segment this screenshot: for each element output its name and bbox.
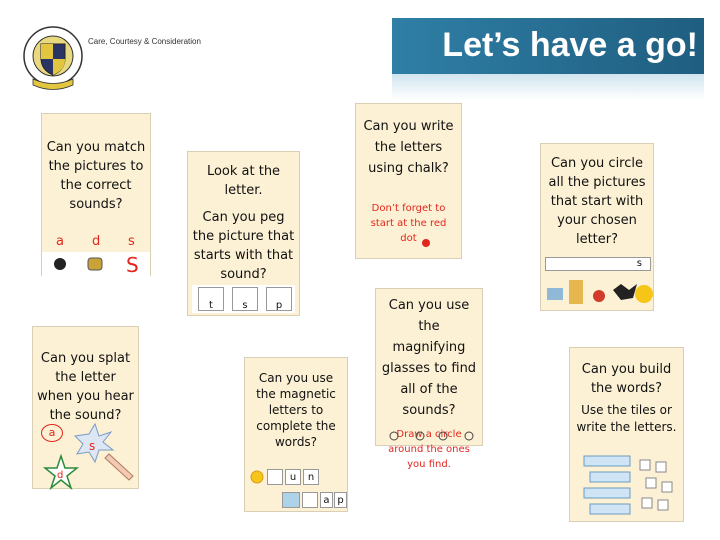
picture-icons <box>42 252 150 276</box>
activity-card-magnetic <box>244 357 348 512</box>
card-text: Can you write the letters using chalk? <box>363 119 454 176</box>
card-text: Can you use the magnetic letters to complete the words? <box>256 371 336 449</box>
card-text: Can you splat the letter when you hear the sound? <box>37 351 134 423</box>
letter-s: s <box>128 234 135 249</box>
peg-tile-s: s <box>232 287 258 311</box>
magnet-n: n <box>303 469 319 485</box>
svg-text:s: s <box>89 439 96 453</box>
peg-tile-p: p <box>266 287 292 311</box>
activity-card-build <box>569 347 684 522</box>
card-text-2: Can you peg the picture that starts with that sound? <box>192 210 295 282</box>
sound-letters <box>42 234 150 250</box>
svg-text:d: d <box>57 470 64 481</box>
peg-strip <box>192 285 295 313</box>
card-text: Can you match the pictures to the correct sounds? <box>46 140 146 212</box>
picture-strip <box>42 252 150 276</box>
magnet-p: p <box>334 492 347 508</box>
sun-icon <box>247 467 267 487</box>
picture-icons <box>541 276 655 312</box>
splat-pictures <box>33 420 140 490</box>
card-red-text: Draw a circle around the ones you find. <box>388 429 470 470</box>
card-text-1: Can you build the words? <box>581 362 672 396</box>
card-text-2: Use the tiles or write the letters. <box>576 403 677 434</box>
red-dot-icon <box>422 239 430 247</box>
title-band-fade <box>392 74 704 100</box>
card-text: Can you circle all the pictures that start with your chosen letter? <box>548 156 646 247</box>
activity-card-splat <box>32 326 139 489</box>
card-text: Can you use the magnifying glasses to find all of the sounds? <box>381 298 477 418</box>
activity-card-magnify <box>375 288 483 470</box>
activity-card-match <box>41 113 151 276</box>
card-red-text: Don’t forget to start at the red dot <box>370 203 447 244</box>
peg-tile-t: t <box>198 287 224 311</box>
magnet-blank-2 <box>302 492 318 508</box>
chosen-letter-box: s <box>545 257 651 271</box>
magnet-u: u <box>285 469 301 485</box>
splat-letter-a: a <box>41 424 63 442</box>
svg-text:S: S <box>126 253 139 277</box>
magnet-a: a <box>320 492 333 508</box>
magnet-picture <box>282 492 300 508</box>
activity-card-circle <box>540 143 654 311</box>
letter-tiles-picture <box>570 448 685 518</box>
letter-d: d <box>92 234 101 249</box>
school-crest-logo <box>22 24 84 94</box>
letter-a: a <box>56 234 64 249</box>
magnifier-icons <box>376 429 484 445</box>
card-text-1: Look at the letter. <box>206 164 281 198</box>
school-motto: Care, Courtesy & Consideration <box>88 37 201 46</box>
activity-card-chalk <box>355 103 462 259</box>
activity-card-peg <box>187 151 300 316</box>
magnet-blank-1 <box>267 469 283 485</box>
page-title: Let’s have a go! <box>442 26 698 64</box>
